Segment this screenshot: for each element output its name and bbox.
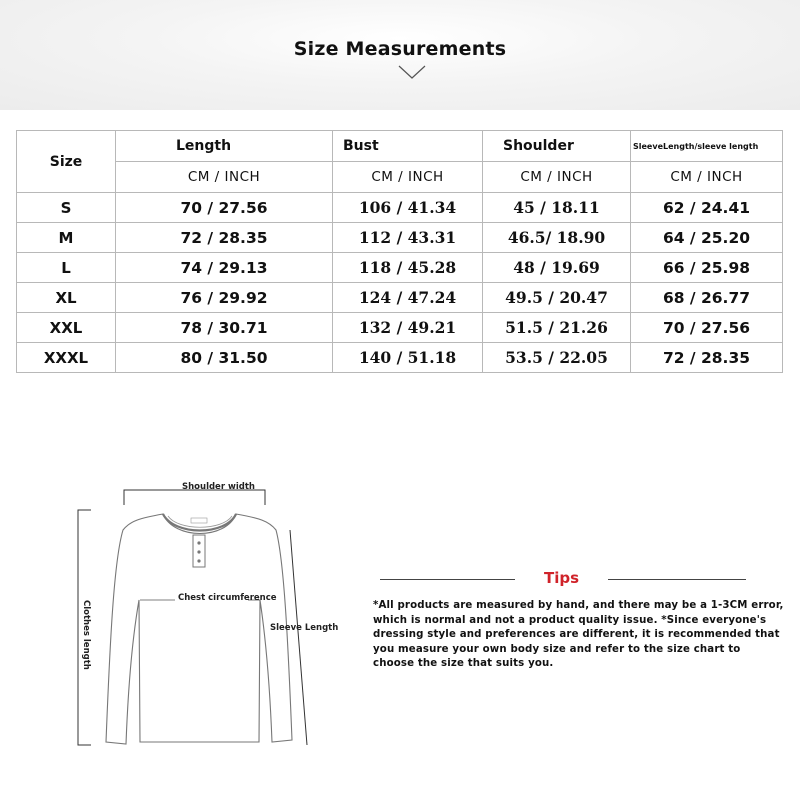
tips-title: Tips <box>543 569 580 587</box>
shoulder-value: 46.5/ 18.90 <box>507 228 606 247</box>
table-row <box>17 223 783 253</box>
bust-cell <box>333 283 483 313</box>
size-chart-table <box>16 130 783 373</box>
table-row <box>17 283 783 313</box>
sleeve-cell: 72 / 28.35 <box>631 343 783 373</box>
sleeve-cell: 66 / 25.98 <box>631 253 783 283</box>
size-column-header: Size <box>17 131 116 193</box>
shoulder-value: 48 / 19.69 <box>513 258 600 277</box>
sleeve-column-header: SleeveLength/sleeve length <box>631 131 783 162</box>
bust-value: 124 / 47.24 <box>358 288 457 307</box>
tips-body: *All products are measured by hand, and there may be a 1-3CM error, which is normal and not a product quality issue. *Since everyone's dressing style and preferences are different, it is recommended that you measure your own body size and refer to the size chart to choose the size that suits you. <box>373 600 784 670</box>
sleeve-cell: 62 / 24.41 <box>631 193 783 223</box>
length-cell: 76 / 29.92 <box>116 283 333 313</box>
bust-value: 112 / 43.31 <box>358 228 457 247</box>
bust-value: 118 / 45.28 <box>358 258 457 277</box>
bust-value: 132 / 49.21 <box>358 318 457 337</box>
bust-cell <box>333 343 483 373</box>
shoulder-value: 45 / 18.11 <box>513 198 600 217</box>
bust-cell <box>333 193 483 223</box>
size-cell: M <box>17 223 116 253</box>
shoulder-cell <box>483 283 631 313</box>
length-column-header: Length <box>116 131 333 162</box>
shoulder-value: 49.5 / 20.47 <box>505 288 608 307</box>
chevron-down-icon <box>398 64 426 80</box>
page-title: Size Measurements <box>293 38 507 60</box>
length-cell: 78 / 30.71 <box>116 313 333 343</box>
length-cell: 70 / 27.56 <box>116 193 333 223</box>
size-cell: XXXL <box>17 343 116 373</box>
size-cell: L <box>17 253 116 283</box>
shoulder-cell <box>483 193 631 223</box>
bust-value: 106 / 41.34 <box>358 198 457 217</box>
shoulder-cell <box>483 343 631 373</box>
chest-circumference-label: Chest circumference <box>178 593 277 603</box>
shoulder-value: 53.5 / 22.05 <box>505 348 608 367</box>
unit-row <box>17 162 783 193</box>
sleeve-length-label: Sleeve Length <box>270 623 339 633</box>
length-unit: CM / INCH <box>116 162 333 193</box>
bust-value: 140 / 51.18 <box>358 348 457 367</box>
length-cell: 74 / 29.13 <box>116 253 333 283</box>
table-row <box>17 193 783 223</box>
long-sleeve-shirt-icon <box>0 470 350 770</box>
size-cell: XL <box>17 283 116 313</box>
bust-cell <box>333 313 483 343</box>
shoulder-cell <box>483 313 631 343</box>
sleeve-length-line <box>290 530 307 745</box>
sleeve-cell: 70 / 27.56 <box>631 313 783 343</box>
shoulder-unit: CM / INCH <box>483 162 631 193</box>
tips-divider-right <box>608 579 746 580</box>
shoulder-cell <box>483 253 631 283</box>
clothes-length-label: Clothes length <box>81 600 91 670</box>
size-tag <box>191 518 207 523</box>
table-row <box>17 343 783 373</box>
table-header-row <box>17 131 783 162</box>
sleeve-cell: 64 / 25.20 <box>631 223 783 253</box>
shoulder-column-header: Shoulder <box>483 131 631 162</box>
shoulder-width-bracket <box>124 490 265 505</box>
tips-divider-left <box>380 579 515 580</box>
shoulder-width-label: Shoulder width <box>182 482 255 492</box>
size-cell: S <box>17 193 116 223</box>
sleeve-cell: 68 / 26.77 <box>631 283 783 313</box>
sleeve-unit: CM / INCH <box>631 162 783 193</box>
shoulder-value: 51.5 / 21.26 <box>505 318 608 337</box>
shirt-outline <box>106 514 292 744</box>
table-row <box>17 253 783 283</box>
table-row <box>17 313 783 343</box>
length-cell: 80 / 31.50 <box>116 343 333 373</box>
length-cell: 72 / 28.35 <box>116 223 333 253</box>
size-cell: XXL <box>17 313 116 343</box>
bust-column-header: Bust <box>333 131 483 162</box>
bust-cell <box>333 223 483 253</box>
bust-unit: CM / INCH <box>333 162 483 193</box>
shoulder-cell <box>483 223 631 253</box>
bust-cell <box>333 253 483 283</box>
